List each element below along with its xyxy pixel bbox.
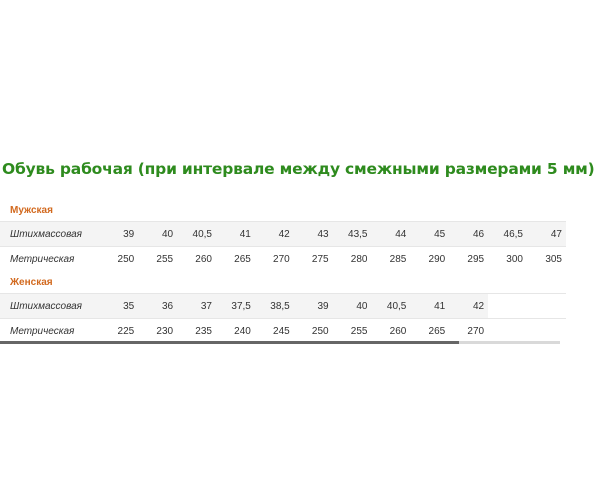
row-label: Штихмассовая bbox=[0, 222, 99, 247]
table-cell: 260 bbox=[371, 319, 410, 344]
table-cell: 46 bbox=[449, 222, 488, 247]
table-cell: 41 bbox=[410, 294, 449, 319]
table-cell: 36 bbox=[138, 294, 177, 319]
empty-cell bbox=[488, 294, 527, 319]
table-row bbox=[0, 222, 566, 247]
table-cell: 280 bbox=[333, 247, 372, 272]
table-cell: 35 bbox=[99, 294, 138, 319]
table-cell: 295 bbox=[449, 247, 488, 272]
table-cell: 255 bbox=[333, 319, 372, 344]
empty-cell bbox=[527, 319, 566, 344]
table-cell: 265 bbox=[216, 247, 255, 272]
table-cell: 40,5 bbox=[177, 222, 216, 247]
table-cell: 260 bbox=[177, 247, 216, 272]
table-cell: 37 bbox=[177, 294, 216, 319]
table-cell: 255 bbox=[138, 247, 177, 272]
table-cell: 245 bbox=[255, 319, 294, 344]
sizes-table bbox=[0, 199, 566, 343]
table-cell: 42 bbox=[255, 222, 294, 247]
section-row bbox=[0, 271, 566, 294]
table-row bbox=[0, 294, 566, 319]
sizes-table-container[interactable] bbox=[0, 199, 560, 339]
horizontal-scrollbar[interactable] bbox=[0, 341, 560, 344]
page-title: Обувь рабочая (при интервале между смежными размерами 5 мм) bbox=[2, 160, 595, 178]
table-cell: 41 bbox=[216, 222, 255, 247]
table-cell: 270 bbox=[255, 247, 294, 272]
table-cell: 37,5 bbox=[216, 294, 255, 319]
table-cell: 290 bbox=[410, 247, 449, 272]
empty-cell bbox=[488, 319, 527, 344]
table-cell: 40 bbox=[333, 294, 372, 319]
table-cell: 43 bbox=[294, 222, 333, 247]
table-row bbox=[0, 247, 566, 272]
table-cell: 300 bbox=[488, 247, 527, 272]
row-label: Метрическая bbox=[0, 247, 99, 272]
empty-cell bbox=[527, 294, 566, 319]
table-cell: 235 bbox=[177, 319, 216, 344]
table-cell: 250 bbox=[294, 319, 333, 344]
table-cell: 40 bbox=[138, 222, 177, 247]
table-cell: 43,5 bbox=[333, 222, 372, 247]
table-cell: 230 bbox=[138, 319, 177, 344]
table-cell: 40,5 bbox=[371, 294, 410, 319]
table-row bbox=[0, 319, 566, 344]
row-label: Штихмассовая bbox=[0, 294, 99, 319]
table-cell: 46,5 bbox=[488, 222, 527, 247]
table-cell: 47 bbox=[527, 222, 566, 247]
table-cell: 44 bbox=[371, 222, 410, 247]
table-cell: 39 bbox=[294, 294, 333, 319]
section-label: Мужская bbox=[10, 204, 53, 216]
table-cell: 275 bbox=[294, 247, 333, 272]
section-label: Женская bbox=[10, 276, 53, 288]
table-cell: 285 bbox=[371, 247, 410, 272]
table-cell: 240 bbox=[216, 319, 255, 344]
row-label: Метрическая bbox=[0, 319, 99, 344]
table-cell: 305 bbox=[527, 247, 566, 272]
table-cell: 270 bbox=[449, 319, 488, 344]
sizes-table-body bbox=[0, 199, 566, 343]
table-cell: 265 bbox=[410, 319, 449, 344]
scrollbar-thumb[interactable] bbox=[0, 341, 459, 344]
table-cell: 42 bbox=[449, 294, 488, 319]
table-cell: 250 bbox=[99, 247, 138, 272]
table-cell: 225 bbox=[99, 319, 138, 344]
table-cell: 39 bbox=[99, 222, 138, 247]
table-cell: 38,5 bbox=[255, 294, 294, 319]
table-cell: 45 bbox=[410, 222, 449, 247]
section-row bbox=[0, 199, 566, 222]
